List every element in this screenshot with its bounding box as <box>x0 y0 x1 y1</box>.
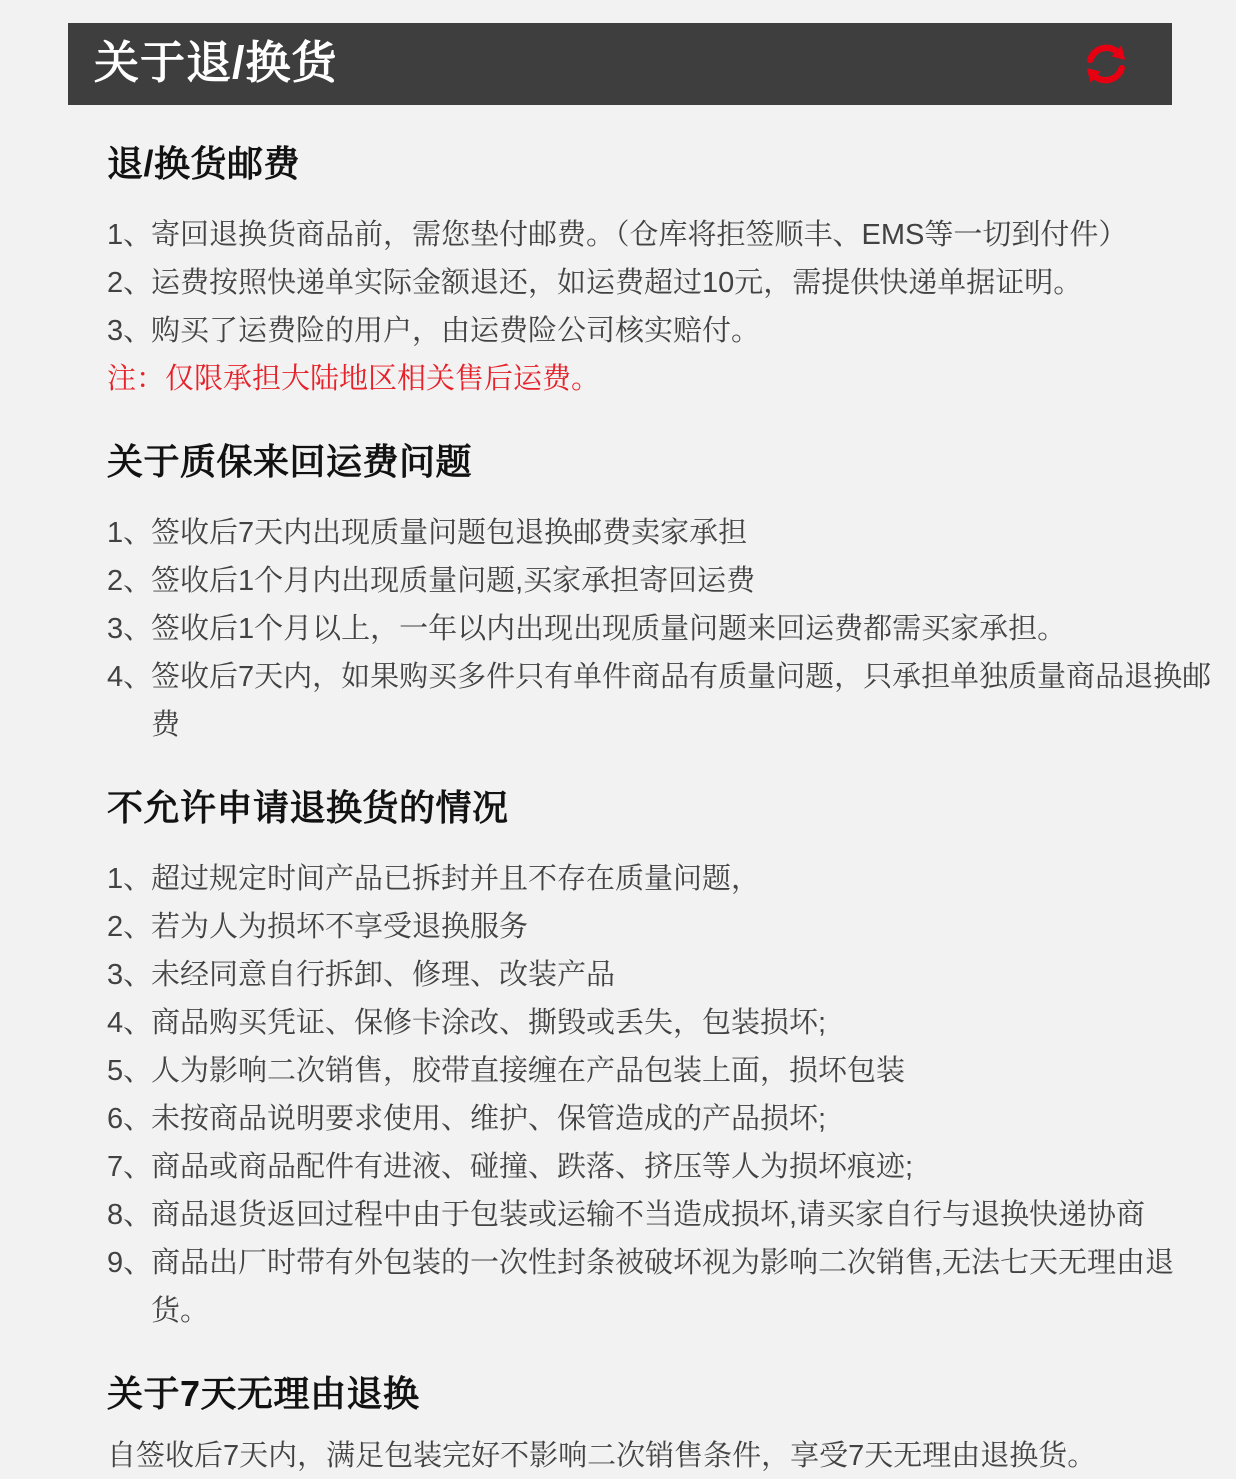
item-text: 签收后7天内，如果购买多件只有单件商品有质量问题，只承担单独质量商品退换邮费 <box>151 661 1212 741</box>
item-text: 签收后1个月以上，一年以内出现出现质量问题来回运费都需买家承担。 <box>151 613 1067 645</box>
item-number: 3、 <box>107 613 153 645</box>
item-text: 未按商品说明要求使用、维护、保管造成的产品损坏; <box>151 1103 827 1135</box>
list-item <box>107 1047 1232 1095</box>
list-item <box>107 1143 1232 1191</box>
list-item <box>107 509 1232 557</box>
item-number: 4、 <box>107 1007 153 1039</box>
item-text: 商品出厂时带有外包装的一次性封条被破坏视为影响二次销售,无法七天无理由退货。 <box>151 1247 1175 1327</box>
item-number: 1、 <box>107 219 153 251</box>
header-bar <box>68 23 1172 105</box>
item-number: 4、 <box>107 661 153 693</box>
list-item <box>107 855 1232 903</box>
section-heading: 关于质保来回运费问题 <box>107 441 473 482</box>
item-text: 超过规定时间产品已拆封并且不存在质量问题， <box>151 863 761 895</box>
section-not-allowed <box>107 787 1232 1335</box>
section-seven-day-return <box>107 1373 1232 1479</box>
item-text: 签收后7天内出现质量问题包退换邮费卖家承担 <box>151 517 748 549</box>
section-return-postage <box>107 143 1232 403</box>
paragraph: 自签收后7天内，满足包装完好不影响二次销售条件，享受7天无理由退换货。 <box>107 1440 1097 1472</box>
list-item <box>107 259 1232 307</box>
list-item <box>107 557 1232 605</box>
item-number: 3、 <box>107 315 153 347</box>
item-text: 签收后1个月内出现质量问题,买家承担寄回运费 <box>151 565 756 597</box>
list-item <box>107 211 1232 259</box>
list-item <box>107 999 1232 1047</box>
list-item <box>107 903 1232 951</box>
item-text: 若为人为损坏不享受退换服务 <box>151 911 529 943</box>
item-number: 5、 <box>107 1055 153 1087</box>
item-number: 1、 <box>107 517 153 549</box>
list-item <box>107 1095 1232 1143</box>
page-title: 关于退/换货 <box>94 36 338 88</box>
list-item <box>107 605 1232 653</box>
policy-content <box>0 105 1236 1479</box>
item-text: 人为影响二次销售，胶带直接缠在产品包装上面，损坏包装 <box>151 1055 906 1087</box>
item-number: 2、 <box>107 911 153 943</box>
refresh-icon <box>1078 36 1134 92</box>
section-heading: 不允许申请退换货的情况 <box>107 787 509 828</box>
list-item <box>107 307 1232 355</box>
item-text: 商品或商品配件有进液、碰撞、跌落、挤压等人为损坏痕迹; <box>151 1151 914 1183</box>
list-item <box>107 653 1232 749</box>
section-heading: 关于7天无理由退换 <box>107 1373 420 1414</box>
list-item <box>107 951 1232 999</box>
item-number: 9、 <box>107 1247 153 1279</box>
item-text: 未经同意自行拆卸、修理、改装产品 <box>151 959 616 991</box>
item-number: 2、 <box>107 267 153 299</box>
item-text: 运费按照快递单实际金额退还，如运费超过10元，需提供快递单据证明。 <box>151 267 1083 299</box>
item-number: 7、 <box>107 1151 153 1183</box>
item-number: 3、 <box>107 959 153 991</box>
list-item <box>107 1191 1232 1239</box>
note-text: 注：仅限承担大陆地区相关售后运费。 <box>107 363 601 395</box>
item-text: 寄回退换货商品前，需您垫付邮费。（仓库将拒签顺丰、EMS等一切到付件） <box>151 219 1128 251</box>
item-text: 商品退货返回过程中由于包装或运输不当造成损坏,请买家自行与退换快递协商 <box>151 1199 1146 1231</box>
item-number: 8、 <box>107 1199 153 1231</box>
item-number: 2、 <box>107 565 153 597</box>
section-heading: 退/换货邮费 <box>107 143 301 184</box>
section-warranty-shipping <box>107 441 1232 749</box>
item-number: 6、 <box>107 1103 153 1135</box>
item-number: 1、 <box>107 863 153 895</box>
item-text: 商品购买凭证、保修卡涂改、撕毁或丢失，包装损坏; <box>151 1007 827 1039</box>
list-item <box>107 1239 1232 1335</box>
item-text: 购买了运费险的用户，由运费险公司核实赔付。 <box>151 315 761 347</box>
